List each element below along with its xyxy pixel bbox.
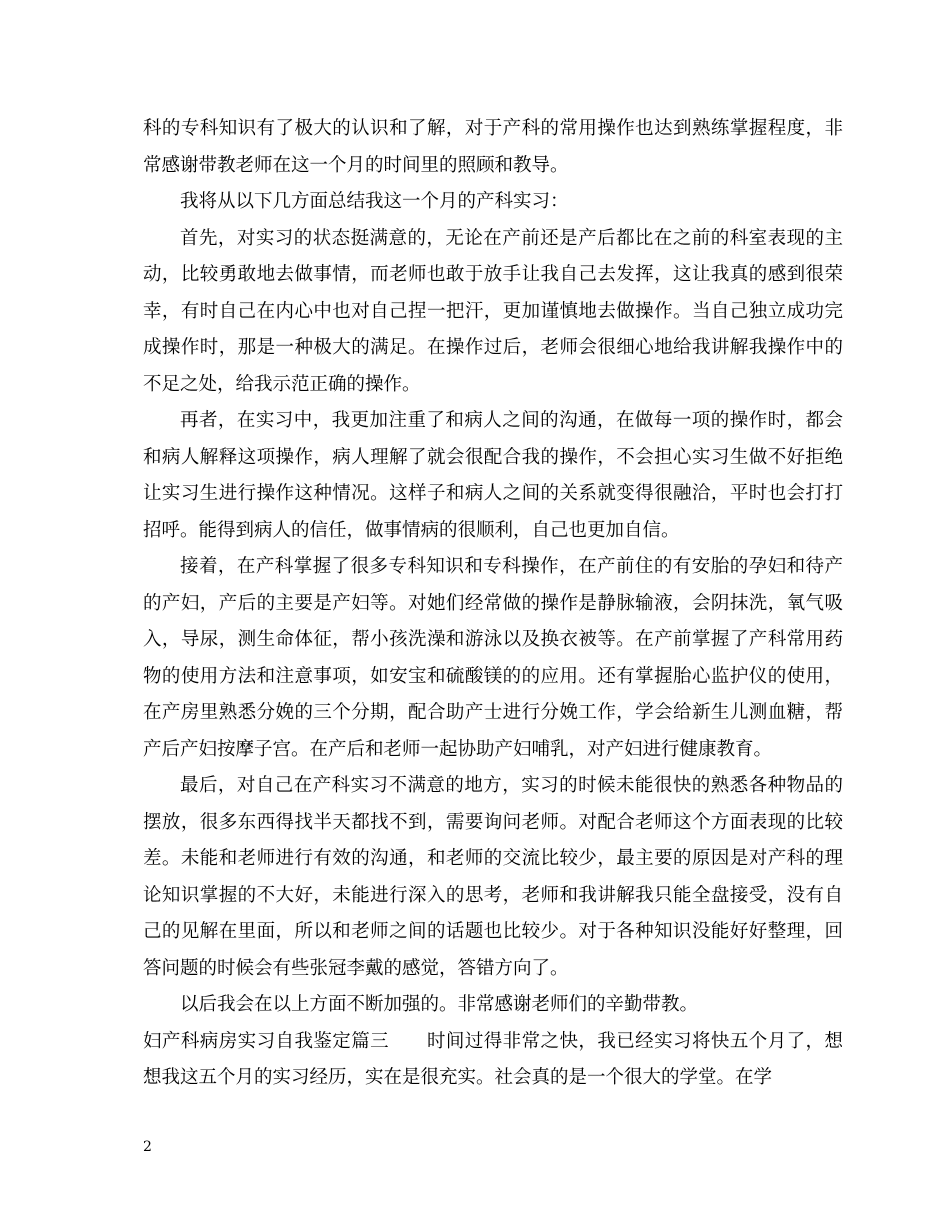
paragraph-2: 我将从以下几方面总结我这一个月的产科实习： xyxy=(180,191,569,212)
paragraph-5: 接着，在产科掌握了很多专科知识和专科操作，在产前住的有安胎的孕妇和待产的产妇，产后的主要是产妇等。对她们经常做的操作是静脉输液，会阴抹洗，氧气吸入，导尿，测生命体征，帮小孩洗澡和游泳以及换衣被等。在产前掌握了产科常用药物的使用方法和注意事项，如安宝和硫酸镁的的应用。还有掌握胎心监护仪的使用，在产房里熟悉分娩的三个分期，配合助产士进行分娩工作，学会给新生儿测血糖，帮产后产妇按摩子宫。在产后和老师一起协助产妇哺乳，对产妇进行健康教育。 xyxy=(143,556,843,760)
paragraph-1: 科的专科知识有了极大的认识和了解，对于产科的常用操作也达到熟练掌握程度，非常感谢带教老师在这一个月的时间里的照顾和教导。 xyxy=(143,118,843,176)
paragraph-7: 以后我会在以上方面不断加强的。非常感谢老师们的辛勤带教。 xyxy=(180,994,699,1015)
paragraph-6: 最后，对自己在产科实习不满意的地方，实习的时候未能很快的熟悉各种物品的摆放，很多东西得找半天都找不到，需要询问老师。对配合老师这个方面表现的比较差。未能和老师进行有效的沟通，和老师的交流比较少，最主要的原因是对产科的理论知识掌握的不大好，未能进行深入的思考，老师和我讲解我只能全盘接受，没有自己的见解在里面，所以和老师之间的话题也比较少。对于各种知识没能好好整理，回答问题的时候会有些张冠李戴的感觉，答错方向了。 xyxy=(143,775,843,979)
page-number: 2 xyxy=(143,1139,152,1155)
paragraph-4: 再者，在实习中，我更加注重了和病人之间的沟通，在做每一项的操作时，都会和病人解释这项操作，病人理解了就会很配合我的操作，不会担心实习生做不好拒绝让实习生进行操作这种情况。这样子和病人之间的关系就变得很融洽，平时也会打打招呼。能得到病人的信任，做事情病的很顺利，自己也更加自信。 xyxy=(143,410,843,541)
paragraph-3: 首先，对实习的状态挺满意的，无论在产前还是产后都比在之前的科室表现的主动，比较勇敢地去做事情，而老师也敢于放手让我自己去发挥，这让我真的感到很荣幸，有时自己在内心中也对自己捏一把汗，更加谨慎地去做操作。当自己独立成功完成操作时，那是一种极大的满足。在操作过后，老师会很细心地给我讲解我操作中的不足之处，给我示范正确的操作。 xyxy=(143,227,843,395)
document-body xyxy=(143,111,843,1097)
paragraph-8: 妇产科病房实习自我鉴定篇三 时间过得非常之快，我已经实习将快五个月了，想想我这五个月的实习经历，实在是很充实。社会真的是一个很大的学堂。在学 xyxy=(143,1030,843,1088)
